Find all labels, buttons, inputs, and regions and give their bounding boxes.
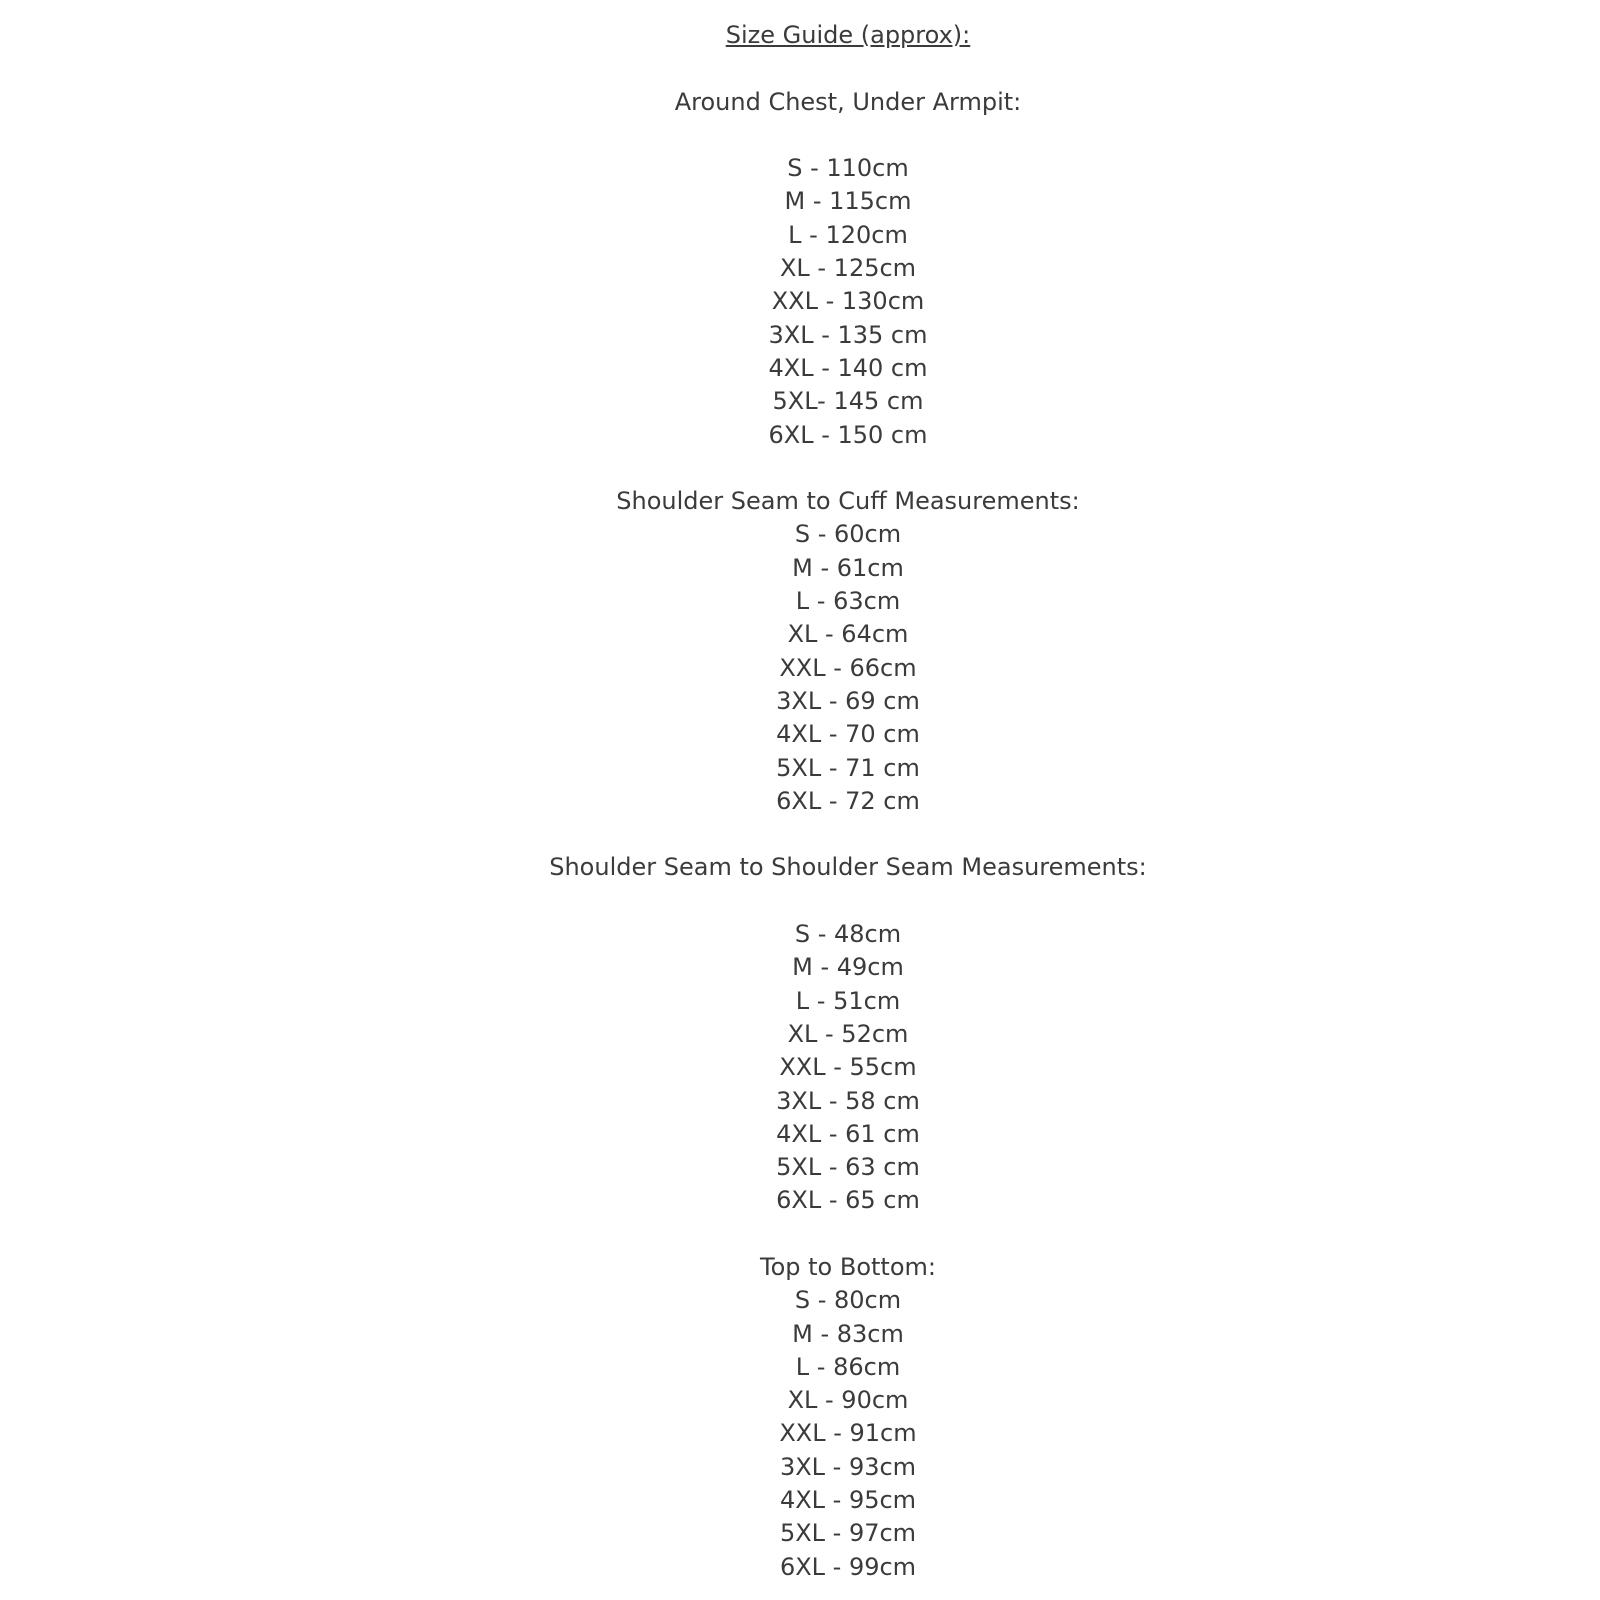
- size-entry: 4XL - 70 cm: [776, 720, 920, 749]
- size-entry: L - 63cm: [795, 587, 901, 616]
- size-entry: 4XL - 95cm: [779, 1486, 917, 1515]
- size-entry: L - 51cm: [795, 986, 901, 1015]
- size-entry: 3XL - 69 cm: [776, 686, 920, 715]
- size-sections: [96, 86, 1600, 1584]
- size-entry: S - 80cm: [794, 1286, 902, 1315]
- size-entry: XXL - 55cm: [779, 1053, 917, 1082]
- size-entry: XL - 125cm: [779, 254, 917, 283]
- size-entry: 3XL - 58 cm: [776, 1086, 920, 1115]
- size-entry: 6XL - 65 cm: [776, 1186, 920, 1215]
- size-entry: XXL - 66cm: [779, 653, 917, 682]
- size-entry: 6XL - 150 cm: [768, 420, 928, 449]
- section-header: Shoulder Seam to Cuff Measurements:: [616, 487, 1080, 516]
- size-entry: 5XL- 145 cm: [772, 387, 924, 416]
- size-entry: M - 115cm: [784, 187, 912, 216]
- size-entry: XL - 52cm: [787, 1019, 909, 1048]
- size-entry: M - 49cm: [792, 953, 904, 982]
- size-entry: 5XL - 63 cm: [776, 1153, 920, 1182]
- size-section: [96, 86, 1600, 452]
- size-entry: 5XL - 71 cm: [776, 753, 920, 782]
- size-entry: M - 83cm: [792, 1319, 904, 1348]
- size-entry: 4XL - 140 cm: [768, 353, 928, 382]
- section-header: Around Chest, Under Armpit:: [674, 87, 1022, 116]
- size-entry: XXL - 130cm: [771, 287, 925, 316]
- size-entry: L - 120cm: [788, 220, 908, 249]
- size-entry: XXL - 91cm: [779, 1419, 917, 1448]
- size-entry: XL - 90cm: [787, 1386, 909, 1415]
- size-entry: 5XL - 97cm: [779, 1519, 917, 1548]
- size-entry: 6XL - 72 cm: [776, 786, 920, 815]
- size-section: [96, 485, 1600, 818]
- size-section: [96, 851, 1600, 1217]
- size-entry: S - 110cm: [787, 154, 909, 183]
- size-entry: 6XL - 99cm: [779, 1552, 917, 1581]
- size-section: [96, 1251, 1600, 1584]
- size-entry: XL - 64cm: [787, 620, 909, 649]
- size-entry: 3XL - 135 cm: [768, 320, 928, 349]
- section-header: Shoulder Seam to Shoulder Seam Measurements:: [549, 853, 1147, 882]
- size-entry: 4XL - 61 cm: [776, 1119, 920, 1148]
- size-entry: S - 60cm: [794, 520, 902, 549]
- size-entry: L - 86cm: [795, 1352, 901, 1381]
- size-entry: M - 61cm: [792, 553, 904, 582]
- size-entry: 3XL - 93cm: [779, 1452, 917, 1481]
- page-title: Size Guide (approx):: [725, 21, 971, 49]
- size-entry: S - 48cm: [794, 920, 902, 949]
- section-header: Top to Bottom:: [760, 1252, 936, 1281]
